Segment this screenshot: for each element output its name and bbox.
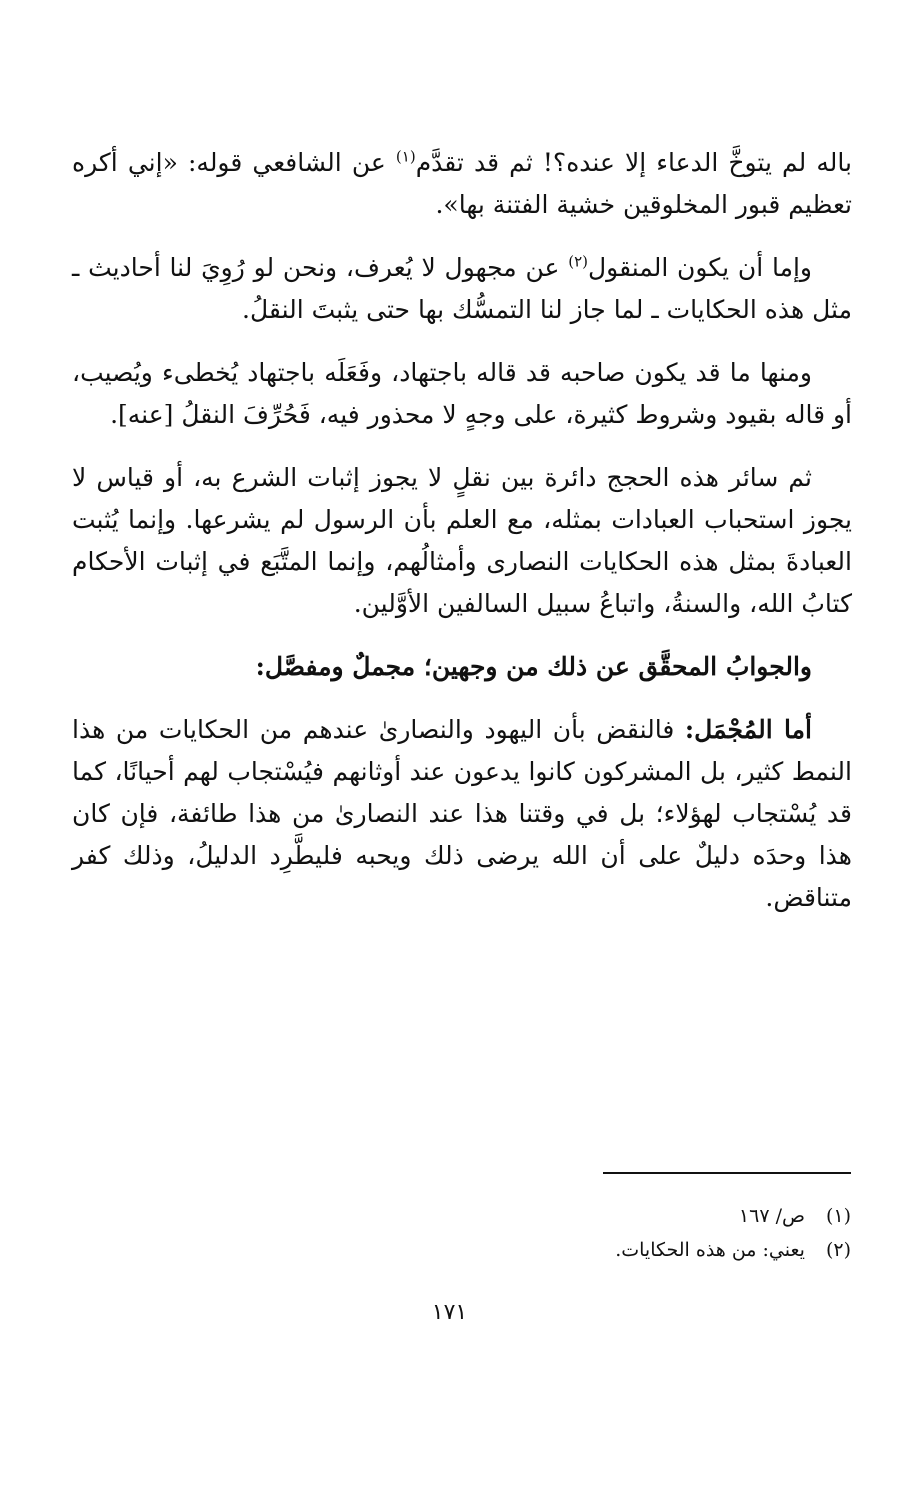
paragraph-3: ومنها ما قد يكون صاحبه قد قاله باجتهاد، وفَعَلَه باجتهاد يُخطىء ويُصيب، أو قاله بقيود وشروط كثيرة، على وجهٍ لا محذور فيه، فَحُرِّفَ النقلُ [عنه]. bbox=[72, 358, 852, 429]
footnote-ref-1[interactable]: (١) bbox=[395, 147, 416, 166]
footnote-1 bbox=[91, 1199, 851, 1233]
section-heading: والجوابُ المحقَّق عن ذلك من وجهين؛ مجملٌ ومفصَّل: bbox=[255, 652, 812, 681]
footnote-ref-2[interactable]: (٢) bbox=[568, 252, 588, 271]
footnote-2-number: (٢) bbox=[825, 1239, 851, 1261]
page-number: ١٧١ bbox=[431, 1300, 468, 1325]
footnote-2 bbox=[91, 1233, 851, 1267]
footnote-1-text: ص/ ١٦٧ bbox=[738, 1205, 805, 1227]
paragraph-1-text-b: عن الشافعي قوله: «إني أكره تعظيم قبور المخلوقين خشية الفتنة بها». bbox=[72, 148, 852, 219]
footnote-1-number: (١) bbox=[825, 1205, 851, 1227]
paragraph-6-lead: أما المُجْمَل: bbox=[684, 715, 812, 744]
page-body bbox=[72, 142, 852, 940]
footnotes bbox=[91, 1199, 851, 1267]
paragraph-4: ثم سائر هذه الحجج دائرة بين نقلٍ لا يجوز إثبات الشرع به، أو قياس لا يجوز استحباب العبادات بمثله، مع العلم بأن الرسول لم يشرعها. وإنما يُثبت العبادةَ بمثل هذه الحكايات النصارى وأمثالُهم، وإنما المتَّبَع في إثبات الأحكام كتابُ الله، والسنةُ، واتباعُ سبيل السالفين الأوَّلين. bbox=[72, 463, 852, 618]
paragraph-1-text-a: باله لم يتوخَّ الدعاء إلا عنده؟! ثم قد تقدَّم bbox=[415, 148, 852, 177]
footnote-2-text: يعني: من هذه الحكايات. bbox=[615, 1239, 805, 1261]
paragraph-2 bbox=[72, 247, 852, 331]
paragraph-2-text-b: عن مجهول لا يُعرف، ونحن لو رُوِيَ لنا أحاديث ـ مثل هذه الحكايات ـ لما جاز لنا التمسُّك بها حتى يثبتَ النقلُ. bbox=[72, 253, 852, 324]
paragraph-6 bbox=[72, 709, 852, 919]
paragraph-6-text: فالنقض بأن اليهود والنصارىٰ عندهم من الحكايات من هذا النمط كثير، بل المشركون كانوا يدعون عند أوثانهم فيُسْتجاب لهم أحيانًا، كما قد يُسْتجاب لهؤلاء؛ بل في وقتنا هذا عند النصارىٰ من هذا طائفة، فإن كان هذا وحدَه دليلٌ على أن الله يرضى ذلك ويحبه فليطَّرِد الدليلُ، وذلك كفر متناقض. bbox=[72, 715, 852, 912]
footnote-divider bbox=[603, 1172, 851, 1174]
paragraph-2-text-a: وإما أن يكون المنقول bbox=[587, 253, 812, 282]
paragraph-1 bbox=[72, 142, 852, 226]
